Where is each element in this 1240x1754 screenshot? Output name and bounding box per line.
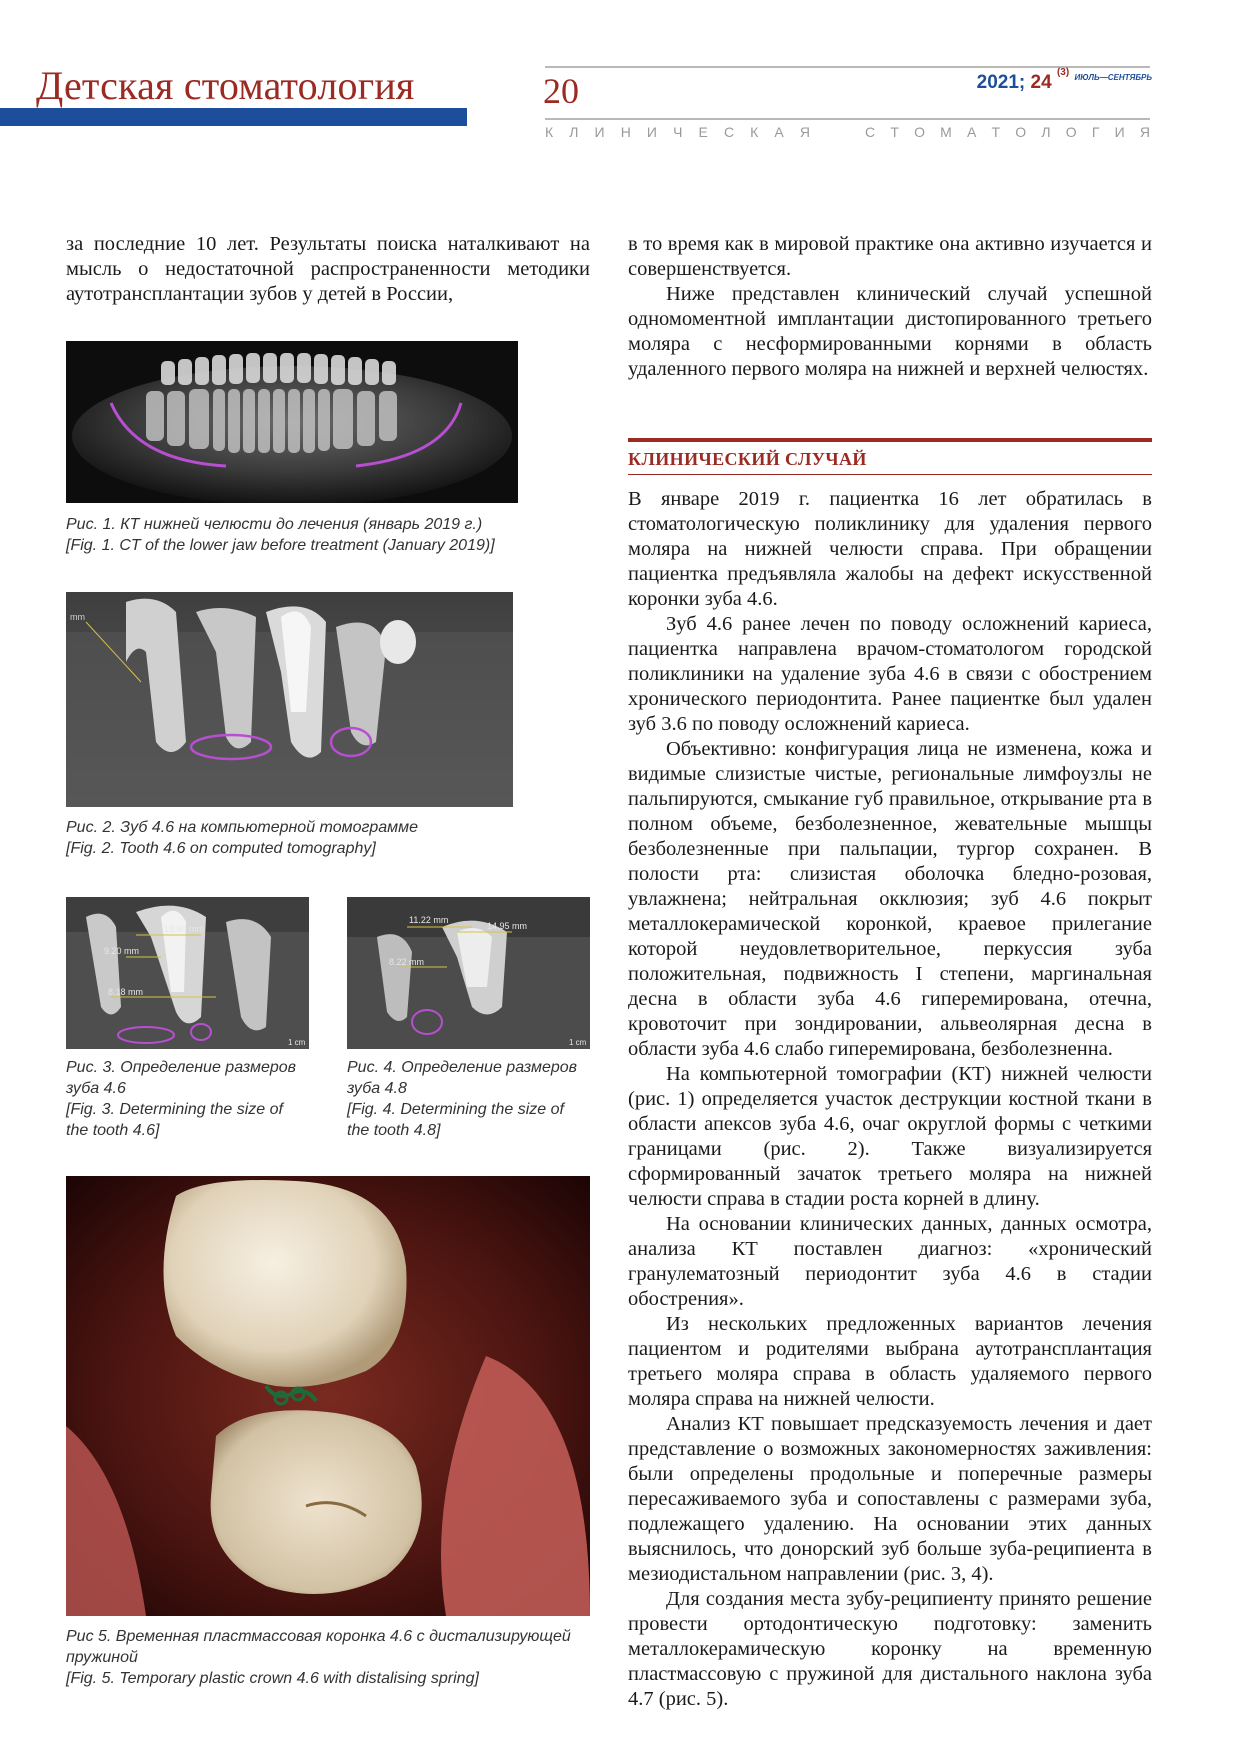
rubric-letter: С xyxy=(723,124,735,140)
rubric-word xyxy=(865,124,1150,140)
caption-ru: Рис. 1. КТ нижней челюсти до лечения (январь 2019 г.) xyxy=(66,516,483,533)
caption-ru: Рис. 4. Определение размеров зуба 4.8 xyxy=(347,1059,578,1097)
rubric-word xyxy=(545,124,810,140)
caption-en: [Fig. 4. Determining the size of the tooth 4.8] xyxy=(347,1101,564,1139)
figure-2-ct-tooth xyxy=(66,592,513,807)
rubric-letter: Г xyxy=(1091,124,1100,140)
figure-5-caption xyxy=(66,1626,590,1689)
rubric-letter: Т xyxy=(890,124,899,140)
rubric-letter: О xyxy=(1015,124,1027,140)
paragraph: На компьютерной томографии (КТ) нижней челюсти (рис. 1) определяется участок деструкции костной ткани в области апексов зуба 4.6, очаг округлой формы с четкими границами (рис. 2). Также визуализируется сформированный зачаток третьего моляра на нижней челюсти справа в стадии роста корней в длину. xyxy=(628,1063,1152,1210)
body-text-clinical-case xyxy=(628,487,1152,1712)
rubric-letter: А xyxy=(967,124,977,140)
rubric-letter: И xyxy=(646,124,657,140)
figure-4-caption xyxy=(347,1057,587,1141)
measure-length: 11.22 mm xyxy=(409,915,449,925)
rubric-letter: Я xyxy=(799,124,810,140)
caption-en: [Fig. 2. Tooth 4.6 on computed tomography] xyxy=(66,840,376,857)
header-accent-bar xyxy=(0,108,467,126)
measure-root: 8.22 mm xyxy=(389,957,425,967)
scale-label: 1 cm xyxy=(569,1038,587,1047)
measure-label: mm xyxy=(70,612,85,622)
scale-label: 1 cm xyxy=(288,1038,306,1047)
body-text-right-intro xyxy=(628,232,1152,382)
paragraph: Объективно: конфигурация лица не изменена, кожа и видимые слизистые чистые, региональные лимфоузлы не пальпируются, смыкание губ правильное, открывание рта в полном объеме, безболезненное, жевательные мышцы безболезненные при пальпации, тургор сохранен. В полости рта: слизистая оболочка бледно-розовая, увлажнена; нейтральная окклюзия; зуб 4.6 покрыт металлокерамической коронкой, краевое прилегание которой неудовлетворительное, перкуссия зуба положительная, подвижность I степени, маргинальная десна в области зуба 4.6 гиперемирована, отечна, кровоточит при зондировании, альвеолярная десна в области зуба 4.6 слабо гиперемирована, безболезненна. xyxy=(628,738,1152,1060)
issue-volume: 24 xyxy=(1030,72,1052,93)
issue-number: (3) xyxy=(1056,66,1070,78)
figure-4-tooth-48-size xyxy=(347,897,590,1049)
rubric-letter: И xyxy=(594,124,605,140)
rubric-letter: Е xyxy=(698,124,708,140)
rubric-letter: О xyxy=(914,124,925,140)
section-rule xyxy=(628,474,1152,475)
rubric-letter: Л xyxy=(1041,124,1051,140)
rubric-letter: Ч xyxy=(673,124,683,140)
rubric-letter: И xyxy=(1114,124,1125,140)
rubric-letter: К xyxy=(545,124,554,140)
caption-en: [Fig. 3. Determining the size of the tooth 4.6] xyxy=(66,1101,283,1139)
figure-2-caption xyxy=(66,817,546,859)
paragraph: На основании клинических данных, данных осмотра, анализа КТ поставлен диагноз: «хронический гранулематозный периодонтит зуба 4.6 в стадии обострения». xyxy=(628,1213,1152,1310)
rubric-letter: М xyxy=(940,124,952,140)
rubric-letter: Т xyxy=(991,124,1001,140)
issue-months: ИЮЛЬ—СЕНТЯБРЬ xyxy=(1074,73,1152,82)
figure-1-caption xyxy=(66,514,546,556)
caption-ru: Рис 5. Временная пластмассовая коронка 4.6 с дистализирующей пружиной xyxy=(66,1628,571,1666)
paragraph: в то время как в мировой практике она активно изучается и совершенствуется. xyxy=(628,233,1152,280)
figure-3-tooth-46-size xyxy=(66,897,309,1049)
issue-info xyxy=(976,66,1152,94)
caption-ru: Рис. 3. Определение размеров зуба 4.6 xyxy=(66,1059,297,1097)
paragraph: Из нескольких предложенных вариантов лечения пациентом и родителями выбрана аутотрансплантация третьего моляра справа в область удаляемого первого моляра справа на нижней челюсти. xyxy=(628,1313,1152,1410)
issue-year: 2021; xyxy=(976,72,1026,93)
measure-width: 9.20 mm xyxy=(104,946,140,956)
paragraph: В январе 2019 г. пациентка 16 лет обратилась в стоматологическую поликлинику для удаления первого моляра на нижней челюсти справа. При обращении пациентка предъявляла жалобы на дефект искусственной коронки зуба 4.6. xyxy=(628,488,1152,610)
figure-3-caption xyxy=(66,1057,306,1141)
paragraph: Зуб 4.6 ранее лечен по поводу осложнений кариеса, пациентка направлена врачом-стоматологом городской поликлиники на удаление зуба 4.6 в связи с обострением хронического периодонтита. Ранее пациентке был удален зуб 3.6 по поводу осложнений кариеса. xyxy=(628,613,1152,735)
section-rule xyxy=(628,438,1152,442)
caption-en: [Fig. 1. CT of the lower jaw before treatment (January 2019)] xyxy=(66,537,495,554)
measure-length: 18.60 mm xyxy=(164,924,205,934)
measure-width: 14.95 mm xyxy=(487,921,528,931)
section-heading: КЛИНИЧЕСКИЙ СЛУЧАЙ xyxy=(628,449,867,469)
page-number: 20 xyxy=(543,71,579,111)
paragraph: Для создания места зубу-реципиенту принято решение провести ортодонтическую подготовку: заменить металлокерамическую коронку на временную пластмассовую с пружиной для дистального наклона зуба 4.7 (рис. 5). xyxy=(628,1588,1152,1710)
measure-root: 8.18 mm xyxy=(108,987,144,997)
rubric-letter: Л xyxy=(569,124,579,140)
rubric-letter: К xyxy=(750,124,759,140)
journal-title: Детская стоматология xyxy=(36,63,415,108)
rubric-letter: О xyxy=(1065,124,1077,140)
figure-1-ct-panoramic xyxy=(66,341,518,503)
paragraph: за последние 10 лет. Результаты поиска наталкивают на мысль о недостаточной распространенности методики аутотрансплантации зубов у детей в России, xyxy=(66,233,590,305)
paragraph: Ниже представлен клинический случай успешной одномоментной имплантации дистопированного третьего моляра с несформированными корнями в область удаленного первого моляра на нижней и верхней челюстях. xyxy=(628,283,1152,380)
caption-ru: Рис. 2. Зуб 4.6 на компьютерной томограмме xyxy=(66,819,418,836)
body-text-left xyxy=(66,232,590,307)
rubric-letter: Я xyxy=(1139,124,1150,140)
rubric xyxy=(545,124,1150,140)
header-divider xyxy=(545,118,1150,120)
rubric-letter: Н xyxy=(620,124,631,140)
figure-5-temporary-crown-photo xyxy=(66,1176,590,1616)
rubric-letter: С xyxy=(865,124,876,140)
paragraph: Анализ КТ повышает предсказуемость лечения и дает представление о возможных закономерностях заживления: были определены продольные и поперечные размеры пересаживаемого зуба и сопоставлены с размерами зуба, подлежащего удалению. На основании этих данных выяснилось, что донорский зуб больше зуба-реципиента в мезиодистальном направлении (рис. 3, 4). xyxy=(628,1413,1152,1585)
caption-en: [Fig. 5. Temporary plastic crown 4.6 with distalising spring] xyxy=(66,1670,479,1687)
rubric-letter: А xyxy=(774,124,784,140)
